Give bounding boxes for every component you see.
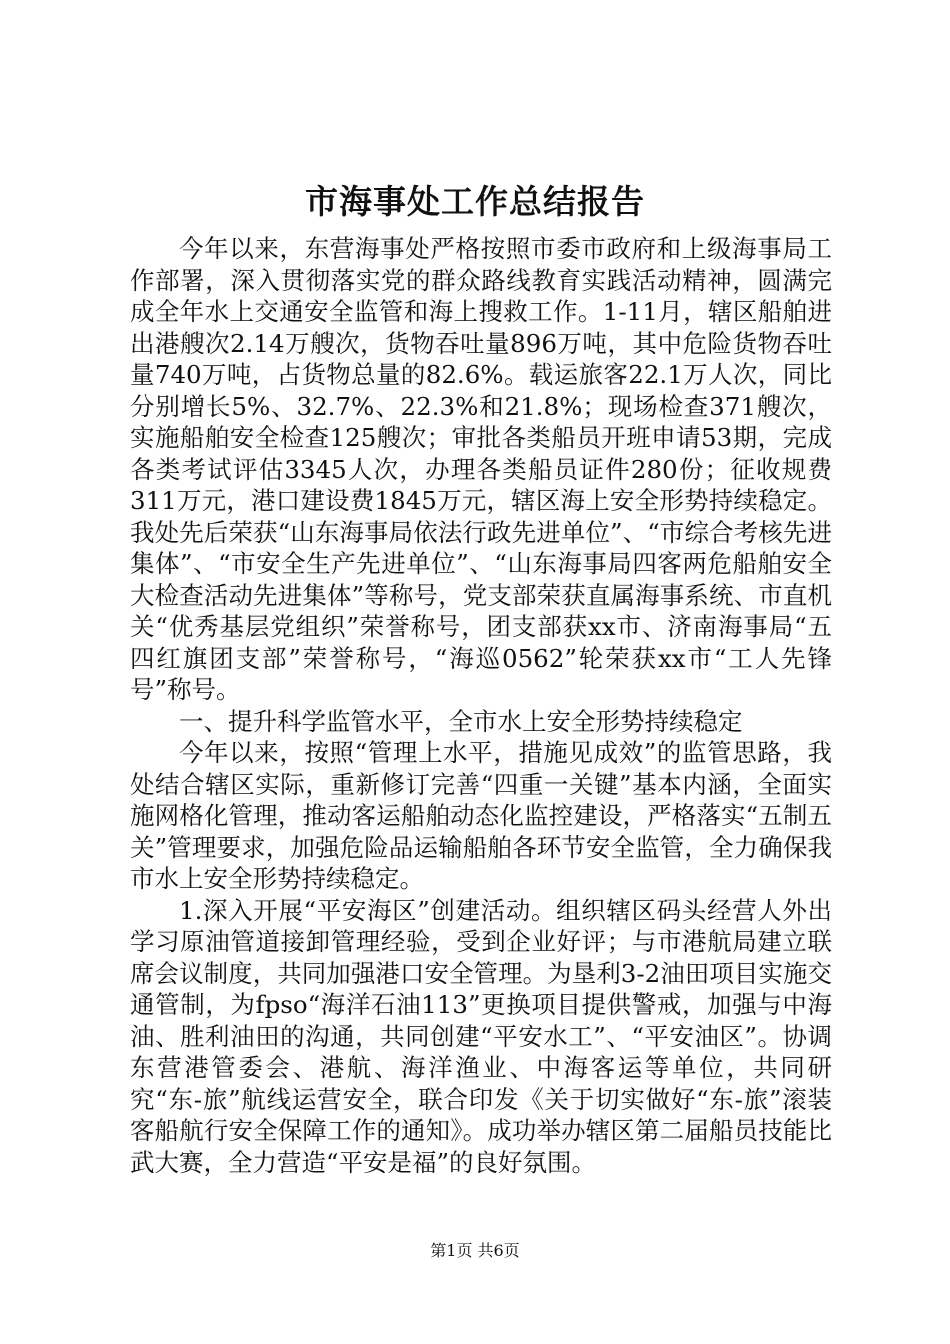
section-heading: 一、提升科学监管水平，全市水上安全形势持续稳定 (179, 706, 743, 736)
page-footer: 第1页 共6页 (430, 1241, 520, 1260)
section-paragraph: 今年以来，按照“管理上水平，措施见成效”的监管思路，我处结合辖区实际，重新修订完善“四重一关键”基本内涵，全面实施网格化管理，推动客运船舶动态化监控建设，严格落实“五制五关”管理要求，加强危险品运输船舶各环节安全监管，全力确保我市水上安全形势持续稳定。 (130, 738, 832, 893)
document-title: 市海事处工作总结报告 (305, 182, 645, 221)
intro-paragraph: 今年以来，东营海事处严格按照市委市政府和上级海事局工作部署，深入贯彻落实党的群众路线教育实践活动精神，圆满完成全年水上交通安全监管和海上搜救工作。1-11月，辖区船舶进出港艘次2.14万艘次，货物吞吐量896万吨，其中危险货物吞吐量740万吨，占货物总量的82.6%。载运旅客22.1万人次，同比分别增长5%、32.7%、22.3%和21.8%；现场检查371艘次，实施船舶安全检查125艘次；审批各类船员开班申请53期，完成各类考试评估3345人次，办理各类船员证件280份；征收规费311万元，港口建设费1845万元，辖区海上安全形势持续稳定。我处先后荣获“山东海事局依法行政先进单位”、“市综合考核先进集体”、“市安全生产先进单位”、“山东海事局四客两危船舶安全大检查活动先进集体”等称号，党支部荣获直属海事系统、市直机关“优秀基层党组织”荣誉称号，团支部获xx市、济南海事局“五四红旗团支部”荣誉称号，“海巡0562”轮荣获xx市“工人先锋号”称号。 (130, 234, 832, 704)
document-body (130, 233, 832, 1178)
subsection-paragraph: 1.深入开展“平安海区”创建活动。组织辖区码头经营人外出学习原油管道接卸管理经验，受到企业好评；与市港航局建立联席会议制度，共同加强港口安全管理。为垦利3-2油田项目实施交通管制，为fpso“海洋石油113”更换项目提供警戒，加强与中海油、胜利油田的沟通，共同创建“平安水工”、“平安油区”。协调东营港管委会、港航、海洋渔业、中海客运等单位，共同研究“东-旅”航线运营安全，联合印发《关于切实做好“东-旅”滚装客船航行安全保障工作的通知》。成功举办辖区第二届船员技能比武大赛，全力营造“平安是福”的良好氛围。 (130, 895, 832, 1177)
